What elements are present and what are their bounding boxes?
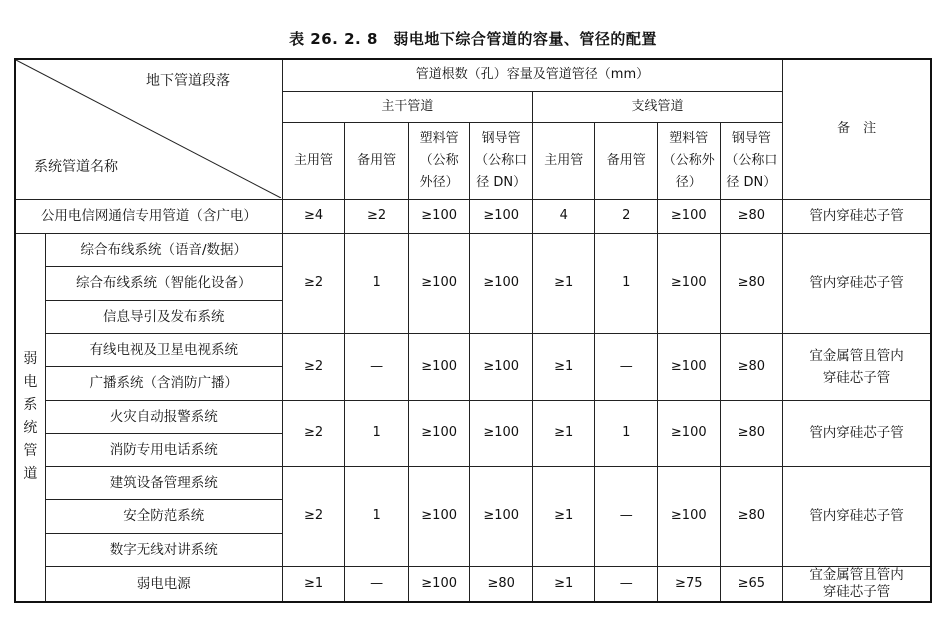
branch-steel-pipe-header: 钢导管 （公称口 径 DN） [720,122,783,199]
trunk-header: 主干管道 [282,91,532,122]
remark-cell: 管内穿硅芯子管 [783,233,931,333]
system-name-cell: 数字无线对讲系统 [45,533,282,566]
table-cell: ≥80 [720,400,783,466]
table-cell: ≥100 [470,333,533,400]
pipe-capacity-table [14,58,932,603]
table-cell: ≥4 [282,199,345,233]
table-cell: ≥1 [532,466,595,566]
system-name-cell: 火灾自动报警系统 [45,400,282,433]
segment-header-label: 地下管道段落 [146,73,230,90]
table-cell: ≥65 [720,566,783,602]
table-cell: ≥1 [532,566,595,602]
table-cell: ≥100 [408,466,470,566]
branch-spare-pipe-header: 备用管 [595,122,658,199]
branch-header: 支线管道 [532,91,782,122]
system-name-cell: 综合布线系统（智能化设备） [45,266,282,300]
system-name-cell: 有线电视及卫星电视系统 [45,333,282,366]
system-name-cell: 安全防范系统 [45,499,282,533]
table-cell: 2 [595,199,658,233]
table-cell: ≥2 [282,333,345,400]
system-name-cell: 综合布线系统（语音/数据） [45,233,282,266]
system-name-cell: 弱电电源 [45,566,282,602]
table-cell: ≥100 [658,333,721,400]
remark-cell: 宜金属管且管内 穿硅芯子管 [783,333,931,400]
table-cell: ≥80 [720,233,783,333]
diagonal-header-cell [15,59,282,199]
branch-plastic-pipe-header: 塑料管 （公称外 径） [658,122,721,199]
system-name-cell: 广播系统（含消防广播） [45,366,282,400]
table-cell: 1 [345,466,409,566]
table-cell: ≥75 [658,566,721,602]
remark-cell: 宜金属管且管内 穿硅芯子管 [783,566,931,602]
table-cell: ≥100 [658,233,721,333]
table-cell: ≥100 [408,566,470,602]
table-cell: ≥1 [532,233,595,333]
trunk-main-pipe-header: 主用管 [282,122,345,199]
table-cell: ≥2 [282,466,345,566]
system-name-cell: 消防专用电话系统 [45,433,282,466]
table-cell: ≥1 [532,333,595,400]
table-cell: ≥100 [658,466,721,566]
table-cell: ≥2 [345,199,409,233]
system-name-cell: 建筑设备管理系统 [45,466,282,499]
weak-current-group-label: 弱 电 系 统 管 道 [15,233,45,602]
table-cell: — [345,333,409,400]
table-cell: ≥100 [658,400,721,466]
table-title: 表 26. 2. 8 弱电地下综合管道的容量、管径的配置 [289,30,657,48]
table-cell: ≥2 [282,233,345,333]
table-cell: ≥100 [408,400,470,466]
table-cell: — [595,466,658,566]
table-cell: ≥100 [470,466,533,566]
trunk-spare-pipe-header: 备用管 [345,122,409,199]
system-name-header-label: 系统管道名称 [34,159,118,176]
table-cell: ≥80 [470,566,533,602]
table-cell: ≥80 [720,333,783,400]
remark-cell: 管内穿硅芯子管 [783,400,931,466]
remark-header: 备 注 [783,59,931,199]
trunk-steel-pipe-header: 钢导管 （公称口 径 DN） [470,122,533,199]
table-cell: ≥80 [720,199,783,233]
table-cell: ≥100 [408,333,470,400]
trunk-plastic-pipe-header: 塑料管 （公称 外径） [408,122,470,199]
system-name-cell: 信息导引及发布系统 [45,300,282,333]
table-cell: 1 [345,233,409,333]
table-cell: ≥1 [282,566,345,602]
capacity-header: 管道根数（孔）容量及管道管径（mm） [282,59,782,91]
remark-cell: 管内穿硅芯子管 [783,466,931,566]
table-cell: ≥100 [658,199,721,233]
table-cell: ≥100 [408,199,470,233]
table-cell: 4 [532,199,595,233]
table-cell: ≥1 [532,400,595,466]
branch-main-pipe-header: 主用管 [532,122,595,199]
remark-cell: 管内穿硅芯子管 [783,199,931,233]
table-cell: 1 [595,233,658,333]
table-cell: ≥100 [470,199,533,233]
table-cell: 1 [345,400,409,466]
table-cell: ≥2 [282,400,345,466]
table-cell: — [595,333,658,400]
table-cell: ≥100 [470,233,533,333]
table-cell: — [595,566,658,602]
table-cell: 1 [595,400,658,466]
table-cell: ≥100 [470,400,533,466]
public-telecom-name: 公用电信网通信专用管道（含广电） [15,199,282,233]
table-cell: — [345,566,409,602]
table-cell: ≥80 [720,466,783,566]
table-cell: ≥100 [408,233,470,333]
